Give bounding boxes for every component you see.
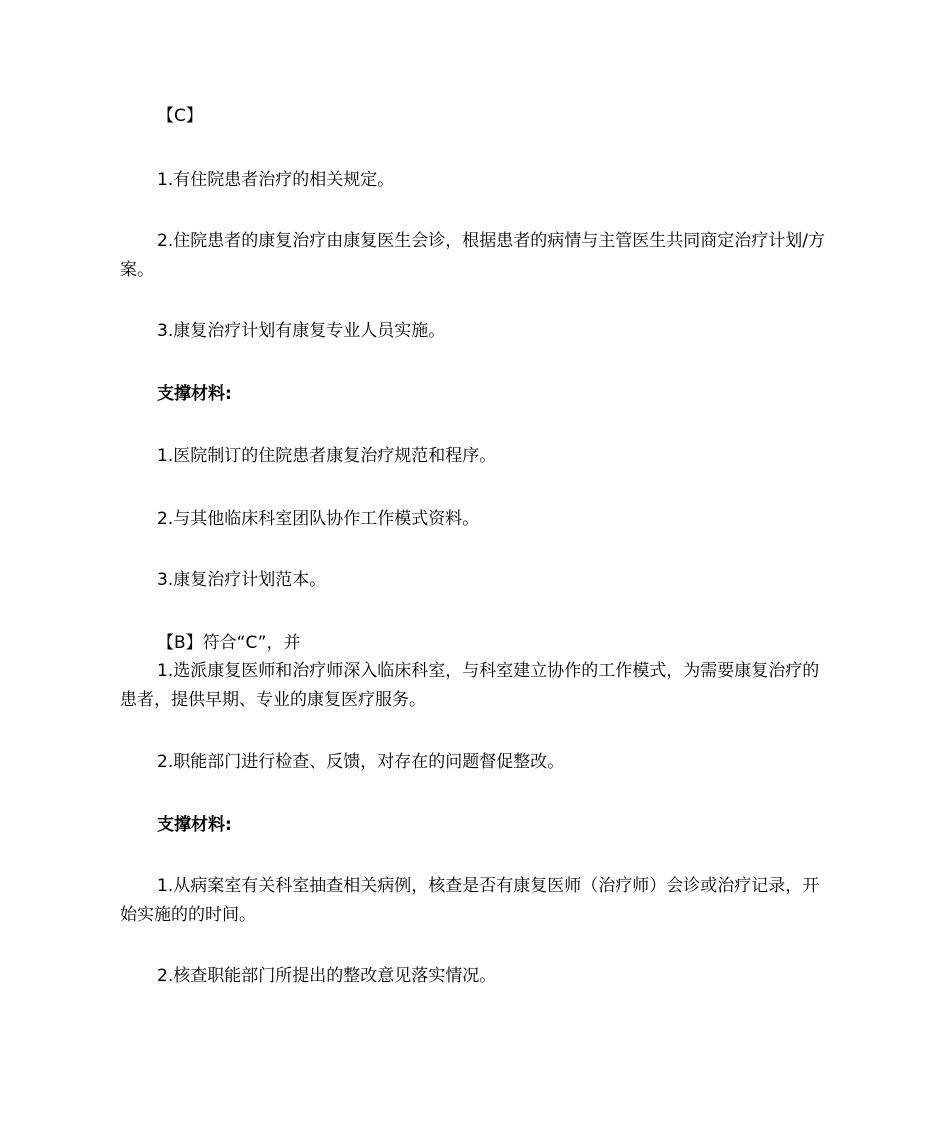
c-supporting-materials-heading: 支撑材料: [157,384,232,404]
c-item-2: 2.住院患者的康复治疗由康复医生会诊，根据患者的病情与主管医生共同商定治疗计划/方案。 [120,231,825,280]
b-material-2: 2.核查职能部门所提出的整改意见落实情况。 [157,966,497,986]
b-supporting-materials-heading: 支撑材料: [157,815,232,835]
c-material-3: 3.康复治疗计划范本。 [157,570,327,590]
b-item-1: 1.选派康复医师和治疗师深入临床科室，与科室建立协作的工作模式，为需要康复治疗的患者，提供早期、专业的康复医疗服务。 [120,661,820,710]
c-item-1: 1.有住院患者治疗的相关规定。 [157,170,395,190]
c-item-3: 3.康复治疗计划有康复专业人员实施。 [157,321,446,341]
b-item-2: 2.职能部门进行检查、反馈，对存在的问题督促整改。 [157,752,565,772]
b-material-1: 1.从病案室有关科室抽查相关病例，核查是否有康复医师（治疗师）会诊或治疗记录，开始实施的的时间。 [120,876,820,925]
c-material-1: 1.医院制订的住院患者康复治疗规范和程序。 [157,446,497,466]
level-b-heading: 【B】符合“C”，并 [157,633,301,653]
c-material-2: 2.与其他临床科室团队协作工作模式资料。 [157,509,480,529]
level-c-heading: 【C】 [157,106,203,126]
